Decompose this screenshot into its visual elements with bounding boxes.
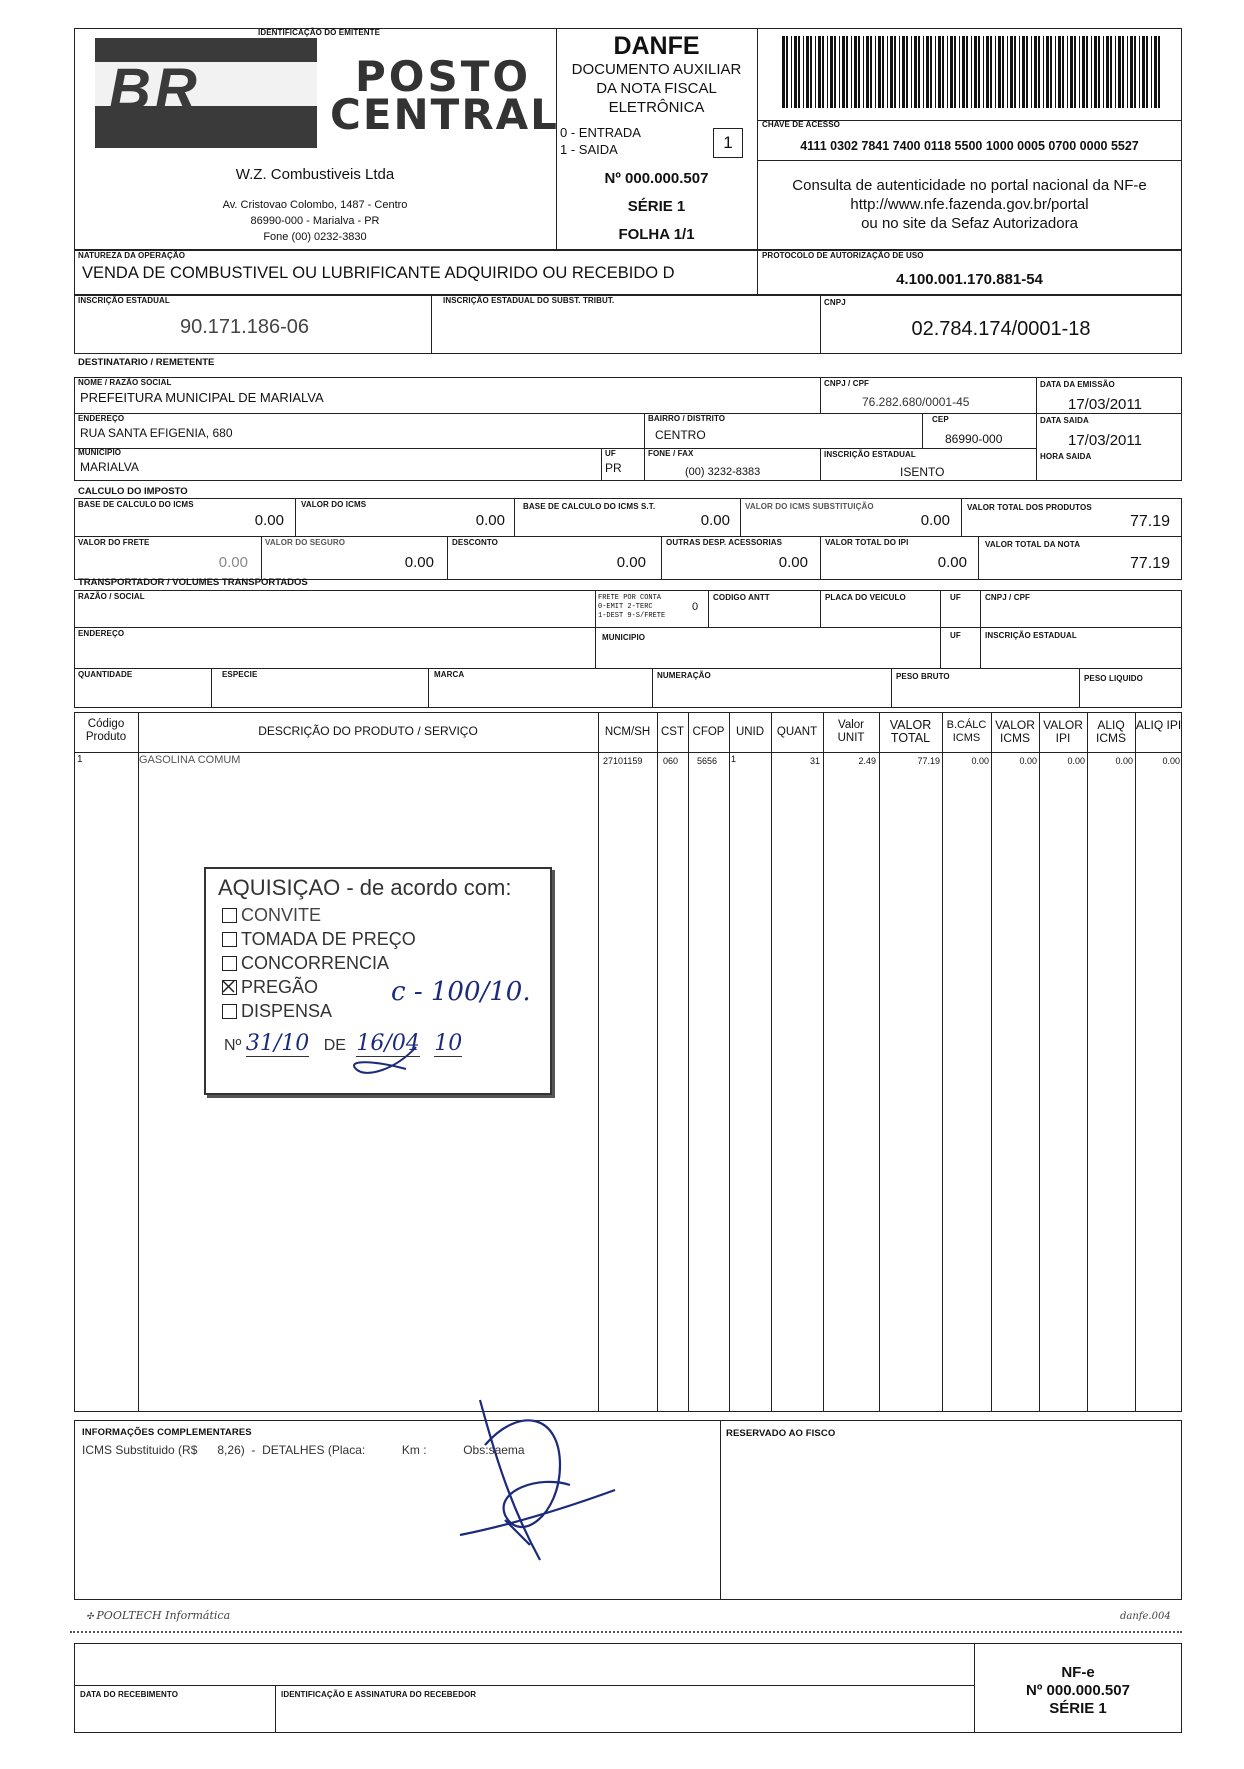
checkbox-icon — [222, 956, 237, 971]
barcode-bar — [918, 36, 920, 108]
barcode-bar — [1082, 36, 1085, 108]
dest-municipio: MARIALVA — [80, 460, 139, 474]
barcode-bar — [990, 36, 992, 108]
barcode-bar — [1110, 36, 1112, 108]
danfe-ref: danfe.004 — [1120, 1611, 1171, 1622]
emitente-city: 86990-000 - Marialva - PR — [250, 215, 380, 227]
barcode-bar — [1014, 36, 1016, 108]
natureza-label: NATUREZA DA OPERAÇÃO — [78, 251, 186, 260]
dest-cep-label: CEP — [932, 415, 949, 424]
stamp-opt-dispensa — [222, 1001, 332, 1022]
barcode-bar — [839, 36, 840, 108]
transp-uf-label: UF — [950, 593, 961, 602]
dest-fone-label: FONE / FAX — [648, 449, 694, 458]
th-aicms: ALIQ ICMS — [1096, 718, 1126, 745]
checkbox-icon — [222, 908, 237, 923]
th-quant: QUANT — [776, 726, 818, 738]
barcode-bar — [978, 36, 980, 108]
numeracao-label: NUMERAÇÃO — [657, 671, 711, 680]
barcode-bar — [1134, 36, 1136, 108]
barcode-bar — [995, 36, 996, 108]
barcode-bar — [1031, 36, 1032, 108]
barcode-bar — [1038, 36, 1040, 108]
barcode-bar — [1034, 36, 1037, 108]
protocolo-value: 4.100.001.170.881-54 — [896, 271, 1043, 288]
row-bcalc: 0.00 — [971, 756, 989, 766]
barcode-bar — [830, 36, 833, 108]
barcode-bar — [818, 36, 821, 108]
barcode-bar — [1026, 36, 1028, 108]
signature-icon — [450, 1395, 620, 1565]
barcode-bar — [1127, 36, 1128, 108]
barcode-bar — [810, 36, 812, 108]
base-st-label: BASE DE CALCULO DO ICMS S.T. — [523, 502, 656, 511]
frete-conta-line1: FRETE POR CONTA — [598, 594, 662, 602]
emitente-phone: Fone (00) 0232-3830 — [263, 231, 367, 243]
barcode-bar — [1130, 36, 1133, 108]
th-vicms: VALOR ICMS — [995, 718, 1035, 745]
barcode-bar — [926, 36, 929, 108]
danfe-subtitle1: DOCUMENTO AUXILIAR — [571, 61, 742, 78]
barcode-bar — [1115, 36, 1116, 108]
dest-cnpj-label: CNPJ / CPF — [824, 379, 870, 388]
seguro: 0.00 — [404, 554, 434, 571]
stamp-numero-prefix: Nº — [224, 1037, 242, 1054]
dest-hora-label: HORA SAIDA — [1040, 452, 1092, 461]
transp-uf2-label: UF — [950, 631, 961, 640]
tear-line — [70, 1631, 1182, 1633]
data-recebimento-label: DATA DO RECEBIMENTO — [80, 1690, 179, 1699]
valor-st-label: VALOR DO ICMS SUBSTITUIÇÃO — [745, 502, 874, 511]
barcode-bar — [1103, 36, 1104, 108]
valor-icms-label: VALOR DO ICMS — [301, 500, 367, 509]
ie-value: 90.171.186-06 — [180, 316, 310, 338]
barcode-bar — [794, 36, 797, 108]
row-quant: 31 — [809, 756, 820, 766]
th-codigo: Código Produto — [85, 718, 127, 743]
danfe-tipo-box: 1 — [713, 128, 743, 158]
dest-emissao-label: DATA DA EMISSÃO — [1040, 380, 1115, 389]
danfe-title: DANFE — [613, 32, 700, 60]
cnpj-value: 02.784.174/0001-18 — [911, 318, 1091, 340]
transp-cnpj-label: CNPJ / CPF — [985, 593, 1031, 602]
barcode — [780, 36, 1165, 108]
desconto: 0.00 — [616, 554, 646, 571]
br-logo — [95, 38, 317, 148]
barcode-bar — [983, 36, 984, 108]
especie-label: ESPECIE — [222, 670, 258, 679]
chave-value: 4111 0302 7841 7400 0118 5500 1000 0005 0700 0000 5527 — [800, 139, 1139, 153]
barcode-bar — [878, 36, 881, 108]
ipi: 0.00 — [937, 554, 967, 571]
barcode-bar — [942, 36, 944, 108]
barcode-bar — [858, 36, 860, 108]
th-vtotal: VALOR TOTAL — [889, 718, 932, 745]
dest-bairro: CENTRO — [655, 428, 706, 442]
stamp-opt-pregao — [222, 977, 318, 998]
stamp-opt-dispensa-label: DISPENSA — [241, 1001, 333, 1021]
consulta-line3: ou no site da Sefaz Autorizadora — [861, 215, 1078, 232]
th-cfop: CFOP — [692, 726, 725, 738]
dest-nome: PREFEITURA MUNICIPAL DE MARIALVA — [80, 390, 324, 405]
valor-icms: 0.00 — [475, 512, 505, 529]
cnpj-label: CNPJ — [824, 298, 846, 307]
barcode-bar — [1158, 36, 1160, 108]
barcode-bar — [1070, 36, 1073, 108]
barcode-bar — [887, 36, 888, 108]
barcode-bar — [1094, 36, 1097, 108]
row-vtotal: 77.19 — [917, 756, 940, 766]
stamp-de-label: DE — [323, 1037, 346, 1054]
base-icms: 0.00 — [254, 512, 284, 529]
barcode-bar — [782, 36, 785, 108]
barcode-bar — [1142, 36, 1145, 108]
stamp-title: AQUISIÇAO - de acordo com: — [218, 875, 512, 900]
barcode-bar — [1146, 36, 1148, 108]
total-produtos: 77.19 — [1129, 513, 1170, 530]
th-descricao: DESCRIÇÃO DO PRODUTO / SERVIÇO — [258, 724, 478, 738]
base-icms-label: BASE DE CALCULO DO ICMS — [78, 500, 194, 509]
dest-uf-label: UF — [605, 449, 616, 458]
row-ncm: 27101159 — [603, 756, 643, 766]
emitente-company: W.Z. Combustiveis Ltda — [235, 166, 395, 183]
dest-nome-label: NOME / RAZÃO SOCIAL — [78, 378, 172, 387]
stamp-opt-concorrencia — [222, 953, 389, 974]
barcode-bar — [1050, 36, 1052, 108]
barcode-bar — [986, 36, 989, 108]
barcode-bar — [1139, 36, 1140, 108]
barcode-bar — [954, 36, 956, 108]
checked-checkbox-icon — [222, 980, 237, 995]
base-st: 0.00 — [700, 512, 730, 529]
barcode-bar — [827, 36, 828, 108]
barcode-bar — [959, 36, 960, 108]
barcode-bar — [1002, 36, 1004, 108]
th-aipi: ALIQ IPI — [1135, 718, 1182, 732]
barcode-bar — [1154, 36, 1157, 108]
barcode-bar — [1091, 36, 1092, 108]
th-bcalc: B.CÁLC ICMS — [946, 719, 987, 744]
transp-municipio-label: MUNICIPIO — [602, 633, 646, 642]
barcode-bar — [842, 36, 845, 108]
barcode-bar — [890, 36, 893, 108]
frete-por-conta — [598, 594, 665, 621]
barcode-bar — [902, 36, 905, 108]
vendor-icon: ✣ — [86, 1612, 97, 1622]
ident-recebedor-label: IDENTIFICAÇÃO E ASSINATURA DO RECEBEDOR — [281, 1690, 477, 1699]
danfe-subtitle2: DA NOTA FISCAL — [596, 80, 717, 97]
transp-ie-label: INSCRIÇÃO ESTADUAL — [985, 631, 1077, 640]
barcode-bar — [1106, 36, 1109, 108]
barcode-bar — [798, 36, 800, 108]
barcode-bar — [1067, 36, 1068, 108]
stamp-opt-convite — [222, 905, 321, 926]
emitente-section-label: IDENTIFICAÇÃO DO EMITENTE — [258, 28, 381, 37]
row-descricao: GASOLINA COMUM — [139, 754, 241, 766]
row-aicms: 0.00 — [1115, 756, 1133, 766]
marca-label: MARCA — [434, 670, 465, 679]
dest-ie: ISENTO — [900, 465, 945, 479]
barcode-bar — [882, 36, 884, 108]
barcode-bar — [1118, 36, 1121, 108]
valor-st: 0.00 — [920, 512, 950, 529]
frete-conta-line3: 1-DEST 9-S/FRETE — [598, 612, 666, 620]
transp-endereco-label: ENDEREÇO — [78, 629, 125, 638]
chave-label: CHAVE DE ACESSO — [762, 120, 840, 129]
dest-cnpj: 76.282.680/0001-45 — [862, 395, 970, 409]
barcode-bar — [966, 36, 968, 108]
barcode-bar — [1055, 36, 1056, 108]
barcode-bar — [791, 36, 792, 108]
logo-posto: POSTO — [355, 52, 532, 101]
peso-liquido-label: PESO LIQUIDO — [1084, 674, 1143, 683]
peso-bruto-label: PESO BRUTO — [896, 672, 950, 681]
frete: 0.00 — [218, 554, 248, 571]
dest-fone: (00) 3232-8383 — [685, 466, 761, 478]
barcode-bar — [815, 36, 816, 108]
danfe-serie: SÉRIE 1 — [627, 198, 686, 215]
outras-label: OUTRAS DESP. ACESSORIAS — [666, 538, 783, 547]
footer-numero: Nº 000.000.507 — [1026, 1682, 1130, 1699]
barcode-bar — [1022, 36, 1025, 108]
fisco-label: RESERVADO AO FISCO — [726, 1428, 836, 1439]
barcode-bar — [870, 36, 872, 108]
quantidade-label: QUANTIDADE — [78, 670, 133, 679]
th-vunit: Valor UNIT — [837, 719, 865, 744]
logo-central: CENTRAL — [330, 90, 559, 139]
row-vipi: 0.00 — [1067, 756, 1085, 766]
stamp-opt-concorrencia-label: CONCORRENCIA — [241, 953, 390, 973]
barcode-bar — [863, 36, 864, 108]
dest-ie-label: INSCRIÇÃO ESTADUAL — [824, 450, 916, 459]
barcode-bar — [1019, 36, 1020, 108]
barcode-bar — [906, 36, 908, 108]
dest-endereco-label: ENDEREÇO — [78, 414, 125, 423]
barcode-bar — [971, 36, 972, 108]
stamp-opt-pregao-label: PREGÃO — [241, 977, 319, 997]
logo-mark: BR — [109, 57, 201, 122]
row-aipi: 0.00 — [1162, 756, 1180, 766]
barcode-bar — [1058, 36, 1061, 108]
consulta-line1: Consulta de autenticidade no portal nacional da NF-e — [792, 177, 1147, 194]
barcode-bar — [854, 36, 857, 108]
ipi-label: VALOR TOTAL DO IPI — [825, 538, 909, 547]
barcode-bar — [1062, 36, 1064, 108]
vendor-name — [86, 1609, 230, 1622]
barcode-bar — [1007, 36, 1008, 108]
dest-municipio-label: MUNICIPIO — [78, 448, 122, 457]
antt-label: CODIGO ANTT — [713, 593, 770, 602]
frete-label: VALOR DO FRETE — [78, 538, 150, 547]
info-text: ICMS Substituido (R$ 8,26) - DETALHES (Placa: Km : Obs:saema — [82, 1443, 525, 1457]
barcode-bar — [1098, 36, 1100, 108]
row-unid: 1 — [731, 754, 737, 764]
dest-cep: 86990-000 — [945, 432, 1003, 446]
stamp-ano-hand: 10 — [434, 1031, 463, 1056]
barcode-bar — [938, 36, 941, 108]
danfe-numero: Nº 000.000.507 — [604, 170, 709, 187]
stamp-opt-tomada-label: TOMADA DE PREÇO — [241, 929, 416, 949]
dest-saida: 17/03/2011 — [1068, 432, 1142, 449]
barcode-bar — [930, 36, 932, 108]
barcode-bar — [786, 36, 788, 108]
vendor-label: POOLTECH Informática — [96, 1609, 231, 1622]
dest-endereco: RUA SANTA EFIGENIA, 680 — [80, 426, 233, 440]
destinatario-section-label: DESTINATARIO / REMETENTE — [78, 357, 215, 368]
ie-st-label: INSCRIÇÃO ESTADUAL DO SUBST. TRIBUT. — [443, 296, 615, 305]
frete-conta-value: 0 — [692, 601, 699, 613]
barcode-bar — [950, 36, 953, 108]
barcode-bar — [935, 36, 936, 108]
row-codigo: 1 — [77, 754, 83, 765]
barcode-bar — [947, 36, 948, 108]
row-vicms: 0.00 — [1019, 756, 1037, 766]
barcode-bar — [806, 36, 809, 108]
barcode-bar — [923, 36, 924, 108]
barcode-bar — [1086, 36, 1088, 108]
footer-nfe: NF-e — [1061, 1664, 1095, 1681]
barcode-bar — [894, 36, 896, 108]
desconto-label: DESCONTO — [452, 538, 498, 547]
total-nota: 77.19 — [1129, 555, 1170, 572]
barcode-bar — [834, 36, 836, 108]
total-produtos-label: VALOR TOTAL DOS PRODUTOS — [967, 503, 1092, 512]
stamp-opt-convite-label: CONVITE — [241, 905, 322, 925]
stamp-data-hand: 16/04 — [356, 1031, 420, 1056]
danfe-saida: 1 - SAIDA — [560, 142, 618, 157]
barcode-bar — [914, 36, 917, 108]
barcode-bar — [899, 36, 900, 108]
dest-saida-label: DATA SAIDA — [1040, 416, 1089, 425]
barcode-bar — [1079, 36, 1080, 108]
emitente-address: Av. Cristovao Colombo, 1487 - Centro — [222, 199, 408, 211]
ie-label: INSCRIÇÃO ESTADUAL — [78, 296, 170, 305]
transportador-section-label: TRANSPORTADOR / VOLUMES TRANSPORTADOS — [78, 577, 308, 588]
aquisicao-stamp — [204, 867, 552, 1095]
barcode-bar — [875, 36, 876, 108]
checkbox-icon — [222, 932, 237, 947]
barcode-bar — [1046, 36, 1049, 108]
stamp-handwritten-ref: c - 100/10. — [391, 977, 531, 1007]
natureza-value: VENDA DE COMBUSTIVEL OU LUBRIFICANTE ADQUIRIDO OU RECEBIDO D — [82, 264, 675, 282]
dest-uf: PR — [605, 461, 622, 475]
consulta-line2: http://www.nfe.fazenda.gov.br/portal — [850, 196, 1089, 213]
protocolo-label: PROTOCOLO DE AUTORIZAÇÃO DE USO — [762, 251, 924, 260]
barcode-bar — [911, 36, 912, 108]
barcode-bar — [1074, 36, 1076, 108]
dest-emissao: 17/03/2011 — [1068, 396, 1142, 413]
imposto-section-label: CALCULO DO IMPOSTO — [78, 486, 188, 497]
placa-label: PLACA DO VEICULO — [825, 593, 906, 602]
barcode-bar — [1151, 36, 1152, 108]
th-vipi: VALOR IPI — [1043, 718, 1083, 745]
stamp-signature-mark — [346, 1039, 436, 1089]
frete-conta-line2: 0-EMIT 2-TERC — [598, 603, 653, 611]
row-cfop: 5656 — [697, 756, 718, 766]
checkbox-icon — [222, 1004, 237, 1019]
th-unid: UNID — [735, 726, 765, 738]
barcode-bar — [1010, 36, 1013, 108]
info-label: INFORMAÇÕES COMPLEMENTARES — [82, 1427, 252, 1438]
stamp-numero-hand: 31/10 — [245, 1031, 310, 1056]
row-vunit: 2.49 — [858, 756, 876, 766]
barcode-bar — [866, 36, 869, 108]
danfe-folha: FOLHA 1/1 — [618, 226, 695, 243]
dest-bairro-label: BAIRRO / DISTRITO — [648, 414, 726, 423]
footer-serie: SÉRIE 1 — [1049, 1700, 1107, 1717]
barcode-bar — [1043, 36, 1044, 108]
danfe-entrada: 0 - ENTRADA — [560, 125, 641, 140]
stamp-opt-tomada — [222, 929, 416, 950]
barcode-bar — [822, 36, 824, 108]
th-ncm: NCM/SH — [604, 726, 651, 738]
transp-razao-label: RAZÃO / SOCIAL — [78, 592, 145, 601]
th-cst: CST — [661, 726, 684, 738]
outras: 0.00 — [778, 554, 808, 571]
row-cst: 060 — [663, 756, 679, 766]
barcode-bar — [851, 36, 852, 108]
danfe-subtitle3: ELETRÔNICA — [608, 99, 705, 116]
barcode-bar — [803, 36, 804, 108]
barcode-bar — [846, 36, 848, 108]
barcode-bar — [974, 36, 977, 108]
barcode-bar — [998, 36, 1001, 108]
barcode-bar — [1122, 36, 1124, 108]
total-nota-label: VALOR TOTAL DA NOTA — [985, 540, 1081, 549]
barcode-bar — [962, 36, 965, 108]
seguro-label: VALOR DO SEGURO — [265, 538, 346, 547]
